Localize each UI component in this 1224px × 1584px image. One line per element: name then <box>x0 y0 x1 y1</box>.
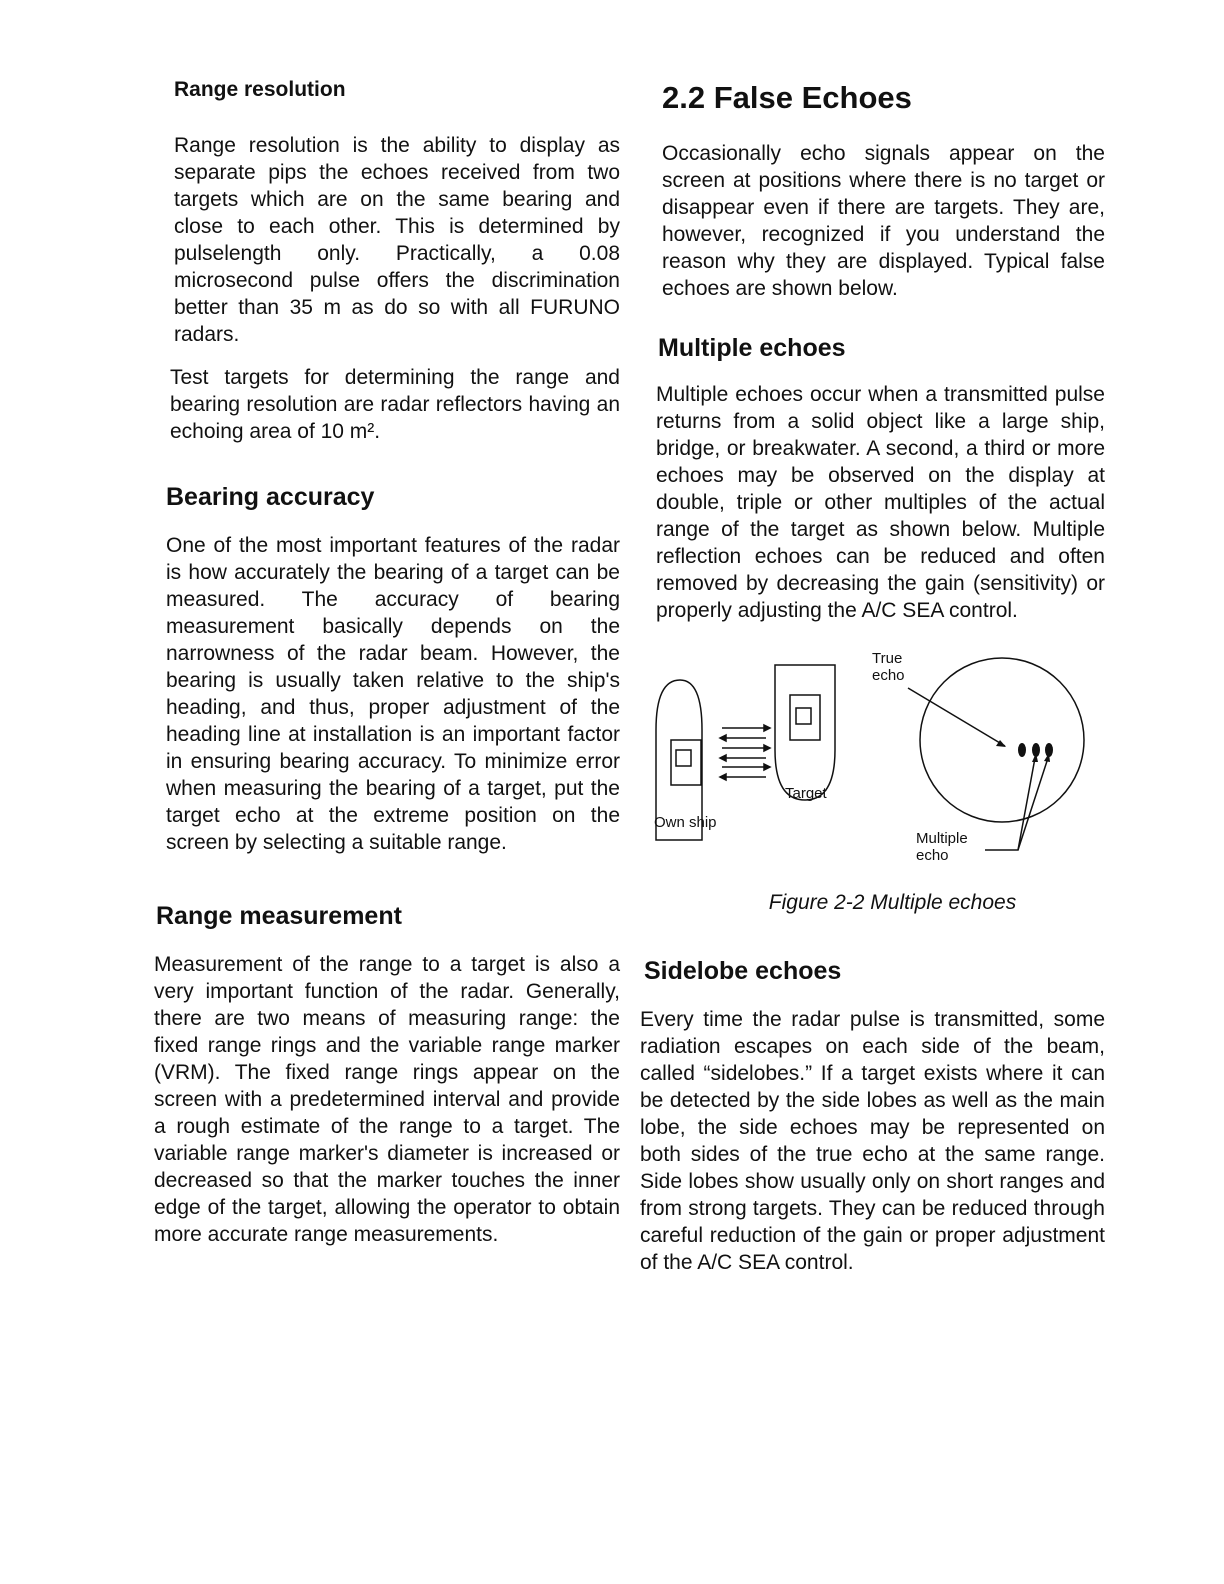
paragraph-false-echoes-intro: Occasionally echo signals appear on the screen at positions where there is no target or disappear even if there are targets. They are, however, recognized if you understand the reason why they are displayed. Typical false echoes are shown below. <box>662 142 1105 300</box>
label-true-echo-1: True <box>872 650 903 667</box>
right-column <box>640 80 1105 1276</box>
label-multiple-echo-1: Multiple <box>916 830 968 847</box>
label-multiple-echo-2: echo <box>916 847 949 864</box>
figure-caption: Figure 2-2 Multiple echoes <box>768 891 1017 914</box>
label-target: Target <box>785 785 827 802</box>
paragraph-test-targets: Test targets for determining the range and bearing resolution are radar reflectors having an echoing area of 10 m². <box>170 366 620 443</box>
pulse-arrows-icon <box>720 725 770 780</box>
figure-multiple-echoes <box>640 650 1105 885</box>
label-true-echo-2: echo <box>872 667 905 684</box>
label-own-ship: Own ship <box>654 814 717 831</box>
heading-bearing-accuracy: Bearing accuracy <box>166 483 375 511</box>
multiple-echoes-diagram <box>640 650 1105 885</box>
left-column <box>154 70 620 1248</box>
radar-screen-icon <box>920 658 1084 822</box>
heading-range-resolution: Range resolution <box>174 78 346 101</box>
paragraph-multiple-echoes: Multiple echoes occur when a transmitted pulse returns from a solid object like a large ship, bridge, or breakwater. A second, a third or more echoes may be observed on the display at double, triple or other multiples of the actual range of the target as shown below. Multiple reflection echoes can be reduced and often removed by decreasing the gain (sensitivity) or properly adjusting the A/C SEA control. <box>656 383 1105 622</box>
target-ship-icon <box>775 665 835 800</box>
paragraph-range-resolution: Range resolution is the ability to display as separate pips the echoes received from two targets which are on the same bearing and close to each other. This is determined by pulselength only. Practically, a 0.08 microsecond pulse offers the discrimination better than 35 m as do so with all FURUNO radars. <box>174 134 620 346</box>
heading-multiple-echoes: Multiple echoes <box>658 334 846 362</box>
section-title-false-echoes: 2.2 False Echoes <box>662 80 912 115</box>
heading-range-measurement: Range measurement <box>156 902 402 930</box>
echo-dot-icon <box>1018 743 1026 757</box>
heading-sidelobe-echoes: Sidelobe echoes <box>644 957 842 985</box>
paragraph-range-measurement: Measurement of the range to a target is also a very important function of the radar. Generally, there are two means of measuring range: the fixed range rings and the variable range marker (VRM). The fixed range rings appear on the screen with a predetermined interval and provide a rough estimate of the range to a target. The variable range marker's diameter is increased or decreased so that the marker touches the inner edge of the target, allowing the operator to obtain more accurate range measurements. <box>154 953 620 1246</box>
paragraph-sidelobe-echoes: Every time the radar pulse is transmitted, some radiation escapes on each side of the beam, called “sidelobes.” If a target exists where it can be detected by the side lobes as well as the main lobe, the side echoes may be represented on both sides of the true echo at the same range. Side lobes show usually only on short ranges and from strong targets. They can be reduced through careful reduction of the gain or proper adjustment of the A/C SEA control. <box>640 1008 1105 1274</box>
paragraph-bearing-accuracy: One of the most important features of the radar is how accurately the bearing of a target can be measured. The accuracy of bearing measurement basically depends on the narrowness of the radar beam. However, the bearing is usually taken relative to the ship's heading, and thus, proper adjustment of the heading line at installation is an important factor in ensuring bearing accuracy. To minimize error when measuring the bearing of a target, put the target echo at the extreme position on the screen by selecting a suitable range. <box>166 534 620 854</box>
